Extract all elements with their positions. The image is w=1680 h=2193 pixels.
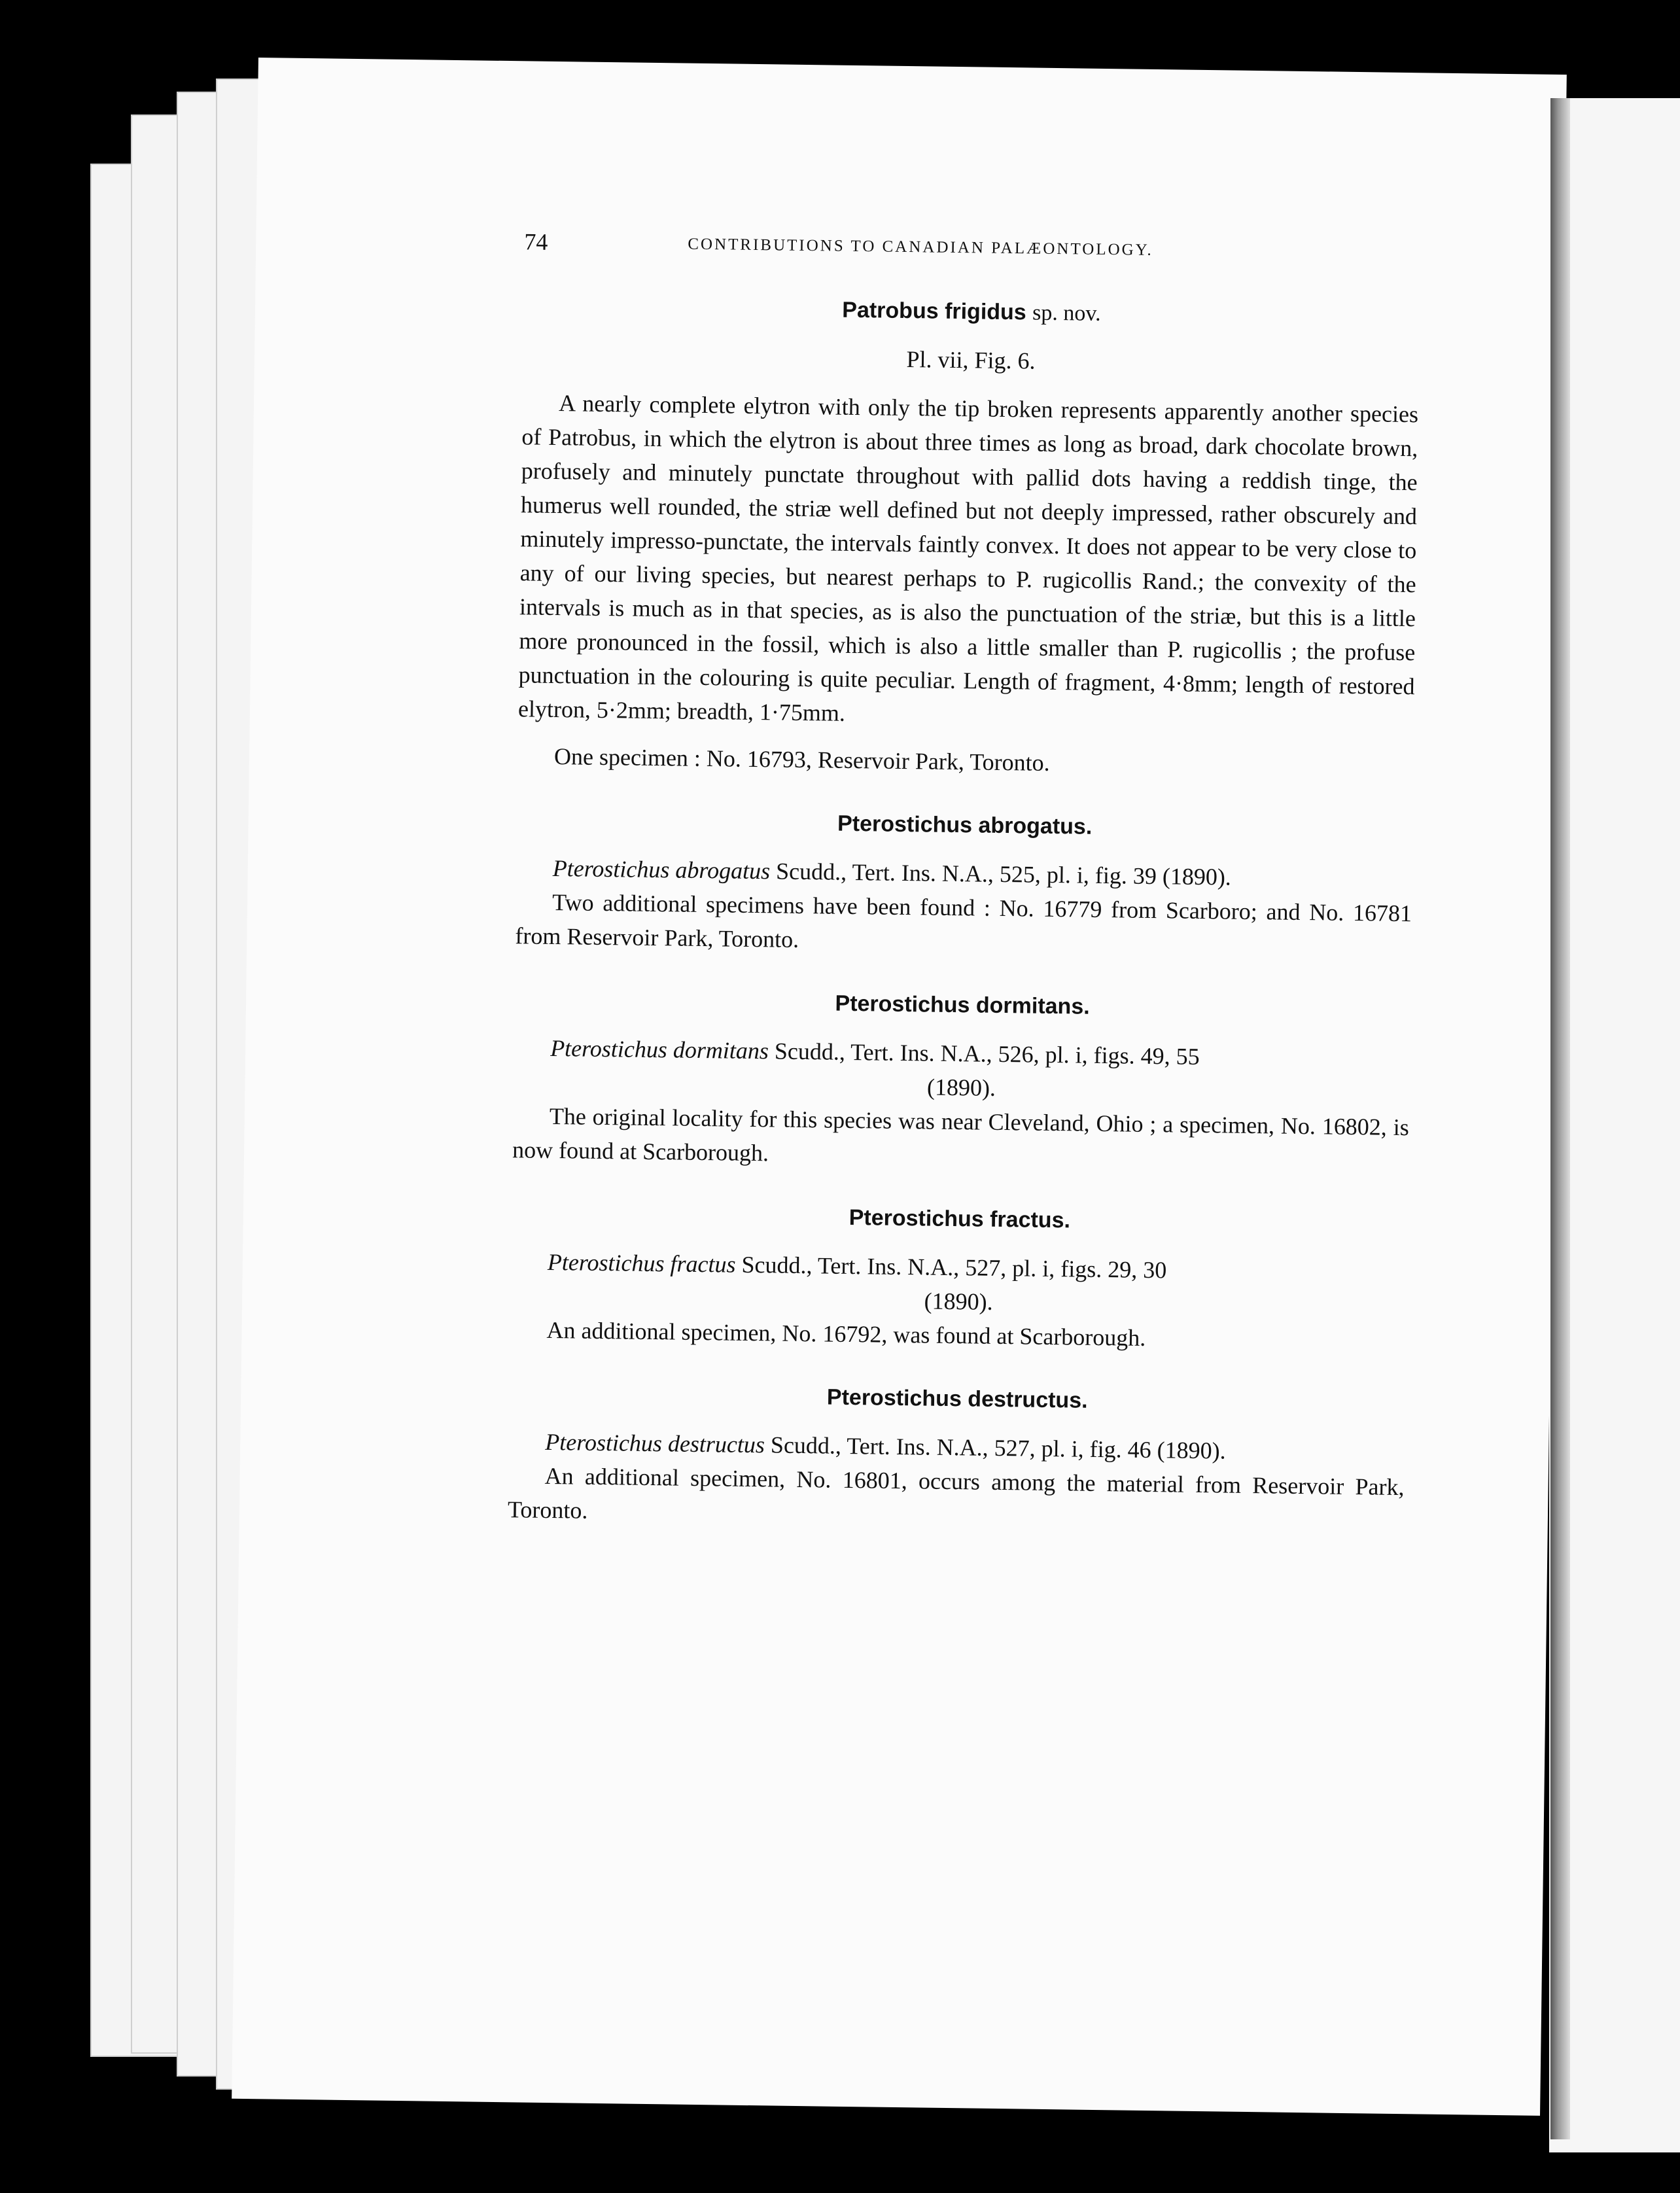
species-suffix: sp. nov. bbox=[1032, 300, 1101, 326]
section-title: Pterostichus destructus. bbox=[826, 1384, 1088, 1413]
citation-name: Pterostichus dormitans bbox=[550, 1034, 769, 1064]
citation-name: Pterostichus abrogatus bbox=[552, 854, 771, 885]
description-paragraph: The original locality for this species was near Cleveland, Ohio ; a specimen, No. 16802, is now found at Scarborough. bbox=[512, 1102, 1410, 1167]
book-binding bbox=[1550, 98, 1570, 2139]
section-title: Pterostichus fractus. bbox=[849, 1204, 1071, 1233]
description-paragraph: Two additional specimens have been found : No. 16779 from Scarboro; and No. 16781 from Reservoir Park, Toronto. bbox=[515, 888, 1412, 953]
citation-year: (1890). bbox=[926, 1074, 996, 1101]
page-header bbox=[524, 228, 1680, 270]
section-title: Pterostichus dormitans. bbox=[835, 991, 1090, 1019]
description-paragraph: A nearly complete elytron with only the tip broken represents apparently another species of Patrobus, in which the elytron is about three times as long as broad, dark chocolate brown, profusely and minutely punctate throughout with pallid dots having a reddish tinge, the humerus well rounded, the striæ well defined but not deeply impressed, rather obscurely and minutely impresso-punctate, the intervals faintly convex. It does not appear to be very close to any of our living species, but nearest perhaps to P. rugicollis Rand.; the convexity of the intervals is much as in that species, as is also the punctuation of the striæ, but this is a little more pronounced in the fossil, which is also a little smaller than P. rugicollis ; the profuse punctuation in the colouring is quite peculiar. Length of fragment, 4·8mm; length of restored elytron, 5·2mm; breadth, 1·75mm. bbox=[517, 390, 1419, 726]
citation-text: Scudd., Tert. Ins. N.A., 526, pl. i, figs. 49, 55 bbox=[774, 1038, 1200, 1070]
page-number: 74 bbox=[524, 228, 548, 255]
section-title bbox=[523, 293, 1420, 330]
description-paragraph: An additional specimen, No. 16792, was found at Scarborough. bbox=[546, 1316, 1146, 1351]
citation-text: Scudd., Tert. Ins. N.A., 527, pl. i, figs. 29, 30 bbox=[741, 1251, 1167, 1284]
citation-name: Pterostichus fractus bbox=[547, 1248, 736, 1278]
species-name: Patrobus frigidus bbox=[842, 297, 1026, 325]
citation-text: Scudd., Tert. Ins. N.A., 525, pl. i, fig. 39 (1890). bbox=[775, 858, 1232, 890]
running-head: CONTRIBUTIONS TO CANADIAN PALÆONTOLOGY. bbox=[688, 235, 1153, 259]
description-paragraph: An additional specimen, No. 16801, occurs among the material from Reservoir Park, Toronto. bbox=[507, 1462, 1405, 1524]
citation-text: Scudd., Tert. Ins. N.A., 527, pl. i, fig. 46 (1890). bbox=[770, 1431, 1226, 1464]
citation-year: (1890). bbox=[924, 1288, 993, 1315]
plate-reference: Pl. vii, Fig. 6. bbox=[906, 346, 1036, 374]
citation-name: Pterostichus destructus bbox=[545, 1428, 765, 1458]
specimen-note: One specimen : No. 16793, Reservoir Park, Toronto. bbox=[553, 743, 1050, 776]
book-page bbox=[232, 58, 1567, 2116]
page-content bbox=[508, 293, 1420, 1538]
section-title: Pterostichus abrogatus. bbox=[837, 811, 1093, 839]
